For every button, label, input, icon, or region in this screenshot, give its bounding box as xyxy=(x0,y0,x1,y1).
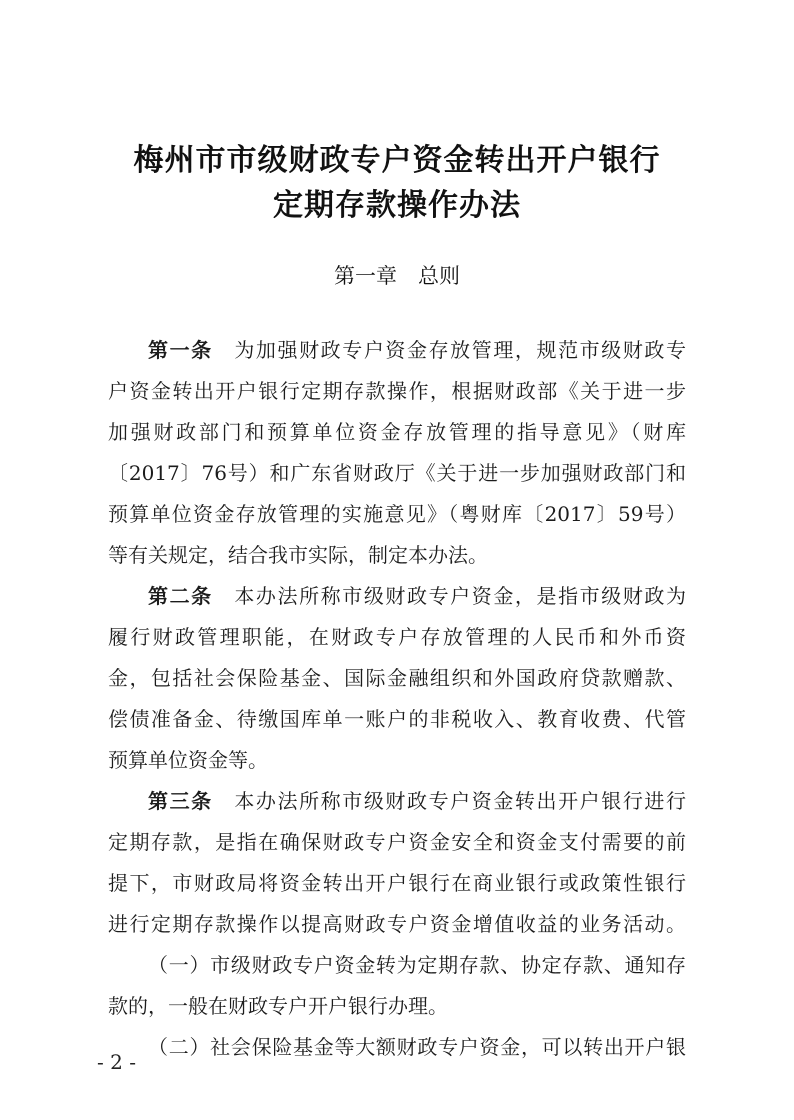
article-1-line: 等有关规定，结合我市实际，制定本办法。 xyxy=(108,543,488,567)
article-2-line: 第二条 本办法所称市级财政专户资金，是指市级财政为 xyxy=(148,584,686,608)
article-3-line: 定期存款，是指在确保财政专户资金安全和资金支付需要的前 xyxy=(108,830,686,854)
article-1-line: 加强财政部门和预算单位资金存放管理的指导意见》（财库 xyxy=(108,420,686,444)
article-1-line: 〔2017〕76号）和广东省财政厅《关于进一步加强财政部门和 xyxy=(108,461,686,485)
article-2-line: 金，包括社会保险基金、国际金融组织和外国政府贷款赠款、 xyxy=(108,666,686,690)
article-2-line: 预算单位资金等。 xyxy=(108,748,268,772)
article-3-label: 第三条 xyxy=(148,789,213,813)
article-2-label: 第二条 xyxy=(148,584,213,608)
article-3-line: 进行定期存款操作以提高财政专户资金增值收益的业务活动。 xyxy=(108,912,686,936)
item-1-line: 款的，一般在财政专户开户银行办理。 xyxy=(108,994,448,1018)
article-2-line: 履行财政管理职能，在财政专户存放管理的人民币和外币资 xyxy=(108,625,686,649)
item-1-line: （一）市级财政专户资金转为定期存款、协定存款、通知存 xyxy=(148,953,686,977)
article-1-line: 第一条 为加强财政专户资金存放管理，规范市级财政专 xyxy=(148,338,686,362)
document-title-line-2: 定期存款操作办法 xyxy=(273,188,521,223)
page-number: - 2 - xyxy=(97,1050,136,1074)
article-2-line: 偿债准备金、待缴国库单一账户的非税收入、教育收费、代管 xyxy=(108,707,686,731)
document-title-line-1: 梅州市市级财政专户资金转出开户银行 xyxy=(133,143,661,178)
article-1-label: 第一条 xyxy=(148,338,213,362)
article-1-line: 预算单位资金存放管理的实施意见》（粤财库〔2017〕59号） xyxy=(108,502,686,526)
article-3-line: 第三条 本办法所称市级财政专户资金转出开户银行进行 xyxy=(148,789,686,813)
article-1-line: 户资金转出开户银行定期存款操作，根据财政部《关于进一步 xyxy=(108,379,686,403)
chapter-heading: 第一章 总则 xyxy=(334,264,460,288)
article-3-line: 提下，市财政局将资金转出开户银行在商业银行或政策性银行 xyxy=(108,871,686,895)
item-2-line: （二）社会保险基金等大额财政专户资金，可以转出开户银 xyxy=(148,1035,686,1059)
